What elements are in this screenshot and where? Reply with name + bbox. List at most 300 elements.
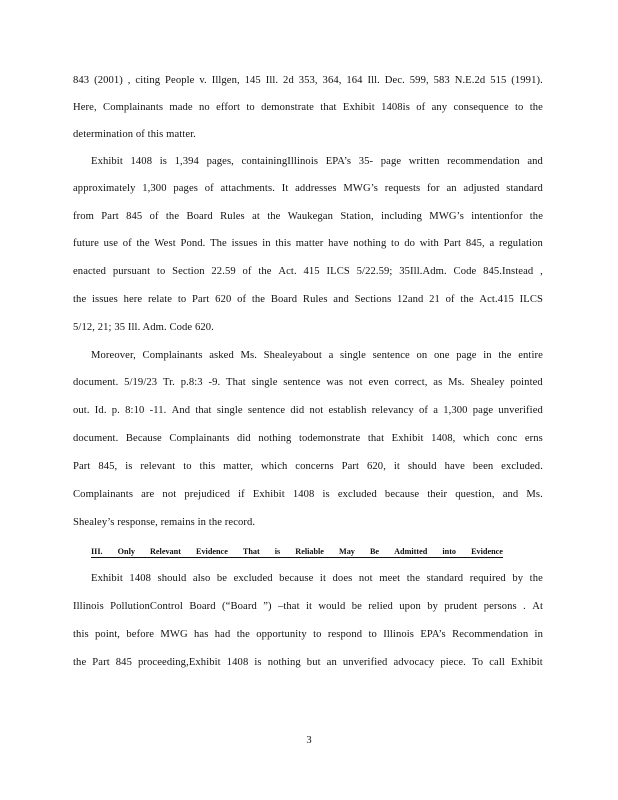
word: unverified [498,405,543,416]
word: of [122,238,132,249]
word: Rules [302,294,328,305]
word: that [195,405,212,416]
word: sentence [372,350,410,361]
word: Tr. [162,377,175,388]
word: it [319,573,327,584]
word: Act. [278,266,297,277]
word: Recommendation [452,629,529,640]
word: the [498,350,512,361]
word: , [540,266,543,277]
word: by [427,601,438,612]
word: 364, [322,75,342,86]
word: to [368,629,377,640]
word: standard [506,183,543,194]
word: 353, [298,75,318,86]
text-line [91,350,543,361]
word: establish [328,405,367,416]
word: MWG’s [429,211,464,222]
word: 845 [126,211,143,222]
word: the [406,573,420,584]
word: concerns [295,461,334,472]
word: p. [111,405,120,416]
word: the [73,657,87,668]
word: matter, [223,461,254,472]
word: sentence [283,377,321,388]
word: 1408 [226,657,249,668]
word: single [251,377,278,388]
word: page [472,405,494,416]
word: Exhibit [91,573,123,584]
word: to [156,266,166,277]
word: it [393,461,400,472]
word: not [358,573,373,584]
word: relate [147,294,173,305]
word: 1408 [292,489,315,500]
word: demonstrate [261,102,314,113]
word: the [267,211,281,222]
word: 845, [465,238,485,249]
word: out. [73,405,90,416]
word: citing [135,75,161,86]
word: 845, [98,461,118,472]
word: of [237,294,247,305]
word: To [471,657,484,668]
word: a [489,238,495,249]
heading-word: Reliable [295,547,324,556]
word: (1991). [511,75,543,86]
word: does [332,573,353,584]
word: containingIllinois [241,156,319,167]
word: Part [341,461,360,472]
word: an [326,657,337,668]
word: including [381,211,422,222]
text-line [73,102,543,113]
word: effort [216,102,241,113]
word: Part [92,657,110,668]
word: Section [172,266,205,277]
word: in [534,629,543,640]
word: pursuant [112,266,151,277]
word: ILCS [519,294,543,305]
word: 5/22.59; [356,266,393,277]
word: point, [95,629,121,640]
text-line [73,601,543,612]
word: 620 [215,294,232,305]
word: Id. [94,405,107,416]
word: be [216,573,228,584]
word: -11. [149,405,167,416]
word: Ms. [448,377,465,388]
word: Complainants [142,350,203,361]
word: . [523,601,526,612]
word: People [165,75,195,86]
word: Illgen, [211,75,240,86]
word: the [258,266,272,277]
word: -9. [208,377,221,388]
word: and [333,294,349,305]
word: ”) [263,601,272,612]
word: should [407,461,437,472]
word: intentionfor [471,211,523,222]
word: That [226,377,246,388]
word: written [408,156,440,167]
word: document. [73,433,119,444]
word: Ms. [240,350,258,361]
word: but [306,657,321,668]
word: Because [125,433,162,444]
word: ILCS [326,266,350,277]
word: nothing [258,433,292,444]
word: of [149,211,159,222]
word: of [204,183,214,194]
word: 1,300 [443,405,468,416]
text-line [73,294,543,305]
word: 164 [346,75,363,86]
word: The [210,238,227,249]
word: 515 [490,75,507,86]
word: 22.59 [211,266,236,277]
word: Part [101,211,119,222]
word: Sections [354,294,392,305]
word: from [73,211,94,222]
text-line [91,156,543,167]
word: requests [384,183,421,194]
word: 35Ill.Adm. [399,266,447,277]
word: of [445,294,455,305]
text-line [73,266,543,277]
word: the [529,573,543,584]
word: erns [524,433,543,444]
word: enacted [73,266,107,277]
word: Part [443,238,462,249]
word: the [529,211,543,222]
word: todemonstrate [298,433,361,444]
word: of [242,266,252,277]
word: Moreover, [91,350,136,361]
word: Part [191,294,210,305]
word: even [368,377,389,388]
word: EPA’s [420,629,446,640]
word: been [472,461,494,472]
word: 12and [397,294,424,305]
word: the [529,102,543,113]
word: And [171,405,191,416]
word: Illinois [73,601,104,612]
word: no [199,102,210,113]
word: Part [73,461,91,472]
word: and [502,489,519,500]
word: , [127,75,131,86]
word: because [279,573,314,584]
heading-word: is [274,547,281,556]
word: an [446,183,457,194]
word: matter [295,238,324,249]
word: this [275,238,292,249]
word: Pond. [180,238,206,249]
word: future [73,238,99,249]
text-line [73,433,543,444]
word: had [214,629,231,640]
word: not [162,489,177,500]
word: relevancy [371,405,414,416]
word: 843 [73,75,90,86]
word: MWG [160,629,188,640]
word: nothing [267,657,301,668]
word: nothing [353,238,387,249]
page-number: 3 [306,735,312,746]
word: upon [399,601,421,612]
word: single [340,350,366,361]
word: Act.415 [479,294,514,305]
word: if [238,489,245,500]
word: excluded [337,489,377,500]
word: (2001) [94,75,123,86]
word: the [460,294,474,305]
word: 1,394 [174,156,199,167]
word: is [254,657,262,668]
word: attachments. [220,183,275,194]
word: addresses [295,183,337,194]
word: issues [91,294,118,305]
word: not [348,377,363,388]
word: PollutionControl [110,601,183,612]
word: 620, [367,461,386,472]
word: has [194,629,209,640]
word: Ill. [265,75,279,86]
section-heading [91,547,503,558]
word: any [431,102,448,113]
word: consequence [453,102,509,113]
word: a [328,350,334,361]
word: by [512,573,524,584]
word: 845.Instead [483,266,534,277]
word: Ms. [526,489,543,500]
word: asked [209,350,234,361]
word: 1408 [129,573,152,584]
word: Board [189,601,216,612]
word: pages, [206,156,234,167]
word: did [236,433,251,444]
text-line: 5/12, 21; 35 Ill. Adm. Code 620. [73,322,214,333]
word: with [419,238,439,249]
word: 1408 [130,156,153,167]
word: to [391,238,400,249]
word: of [416,102,426,113]
word: Complainants [169,433,230,444]
word: EPA’s [325,156,352,167]
text-line [73,657,543,668]
word: made [169,102,193,113]
word: which [462,433,490,444]
word: Dec. [384,75,405,86]
word: on [416,350,428,361]
word: At [532,601,543,612]
word: 1,300 [142,183,167,194]
word: Exhibit [391,433,424,444]
word: are [141,489,155,500]
word: excluded [233,573,273,584]
text-line [91,573,543,584]
word: Illinois [383,629,415,640]
word: 1408is [381,102,410,113]
word: adjusted [463,183,500,194]
word: would [318,601,346,612]
word: 415 [303,266,320,277]
word: Station, [340,211,374,222]
word: conc [496,433,518,444]
text-line [73,377,543,388]
word: 5/19/23 [124,377,158,388]
word: pointed [510,377,543,388]
heading-word: Relevant [150,547,181,556]
word: MWG’s [343,183,379,194]
word: and [527,156,543,167]
text-line [73,211,543,222]
word: proceeding,Exhibit [138,657,221,668]
word: is [322,489,330,500]
word: regulation [498,238,543,249]
word: not [309,405,324,416]
word: prejudiced [184,489,231,500]
word: respond [327,629,363,640]
word: piece. [440,657,466,668]
word: the [251,294,266,305]
word: have [444,461,465,472]
word: at [252,211,260,222]
word: approximately [73,183,136,194]
word: of [418,405,428,416]
word: the [136,238,150,249]
word: to [183,461,192,472]
heading-word: May [338,547,355,556]
word: recommendation [447,156,520,167]
word: that [367,433,385,444]
word: be [351,601,362,612]
word: sentence [247,405,286,416]
word: (“Board [222,601,257,612]
word: prudent [444,601,478,612]
word: 145 [244,75,261,86]
word: a [433,405,439,416]
word: use [103,238,119,249]
word: is [125,461,133,472]
word: to [246,102,255,113]
word: also [192,573,211,584]
word: Exhibit [252,489,285,500]
word: to [313,629,322,640]
word: opportunity [256,629,307,640]
word: the [73,294,87,305]
text-line: determination of this matter. [73,129,196,140]
word: that [320,102,337,113]
word: unverified [342,657,388,668]
word: Shealeyabout [263,350,322,361]
heading-word: Only [117,547,135,556]
word: pages [173,183,198,194]
word: excluded. [501,461,543,472]
heading-word: Be [369,547,380,556]
word: Rules [220,211,245,222]
word: Shealey [470,377,505,388]
text-line [73,489,543,500]
word: did [290,405,305,416]
word: in [262,238,271,249]
word: Complainants [73,489,134,500]
text-line [73,75,543,86]
word: as [433,377,443,388]
word: correct, [394,377,428,388]
word: because [384,489,420,500]
word: 21 [429,294,440,305]
word: p.8:3 [180,377,203,388]
word: single [216,405,243,416]
word: to [514,102,524,113]
word: should [157,573,187,584]
heading-number: III. [91,547,103,556]
word: is [159,156,167,167]
text-line [73,238,543,249]
word: Exhibit [342,102,375,113]
word: meet [379,573,401,584]
heading-word: Evidence [195,547,228,556]
word: here [123,294,143,305]
word: 8:10 [125,405,145,416]
word: 1408, [431,433,456,444]
text-line [73,405,543,416]
word: have [328,238,349,249]
word: in [483,350,492,361]
word: issues [231,238,258,249]
word: entire [518,350,543,361]
word: Code [453,266,477,277]
word: their [427,489,448,500]
word: question, [455,489,495,500]
word: which [261,461,288,472]
word: this [73,629,89,640]
heading-word: That [242,547,260,556]
word: 845 [115,657,132,668]
word: Board [186,211,213,222]
text-line: Shealey’s response, remains in the record. [73,517,256,528]
word: Here, [73,102,97,113]
word: 2d [283,75,294,86]
word: one [433,350,450,361]
word: page [380,156,402,167]
word: for [427,183,440,194]
text-line [73,461,543,472]
word: 599, [409,75,429,86]
word: before [126,629,155,640]
heading-word: Evidence [471,547,503,556]
word: the [236,629,250,640]
word: 583 [433,75,450,86]
word: required [469,573,506,584]
word: was [326,377,344,388]
word: Complainants [103,102,164,113]
word: v. [199,75,207,86]
word: persons [483,601,517,612]
heading-word: into [442,547,457,556]
word: do [404,238,415,249]
word: West [154,238,176,249]
word: relied [368,601,393,612]
word: page [456,350,477,361]
word: advocacy [393,657,435,668]
word: –that [277,601,300,612]
text-line [73,629,543,640]
word: Exhibit [510,657,543,668]
text-line [73,183,543,194]
